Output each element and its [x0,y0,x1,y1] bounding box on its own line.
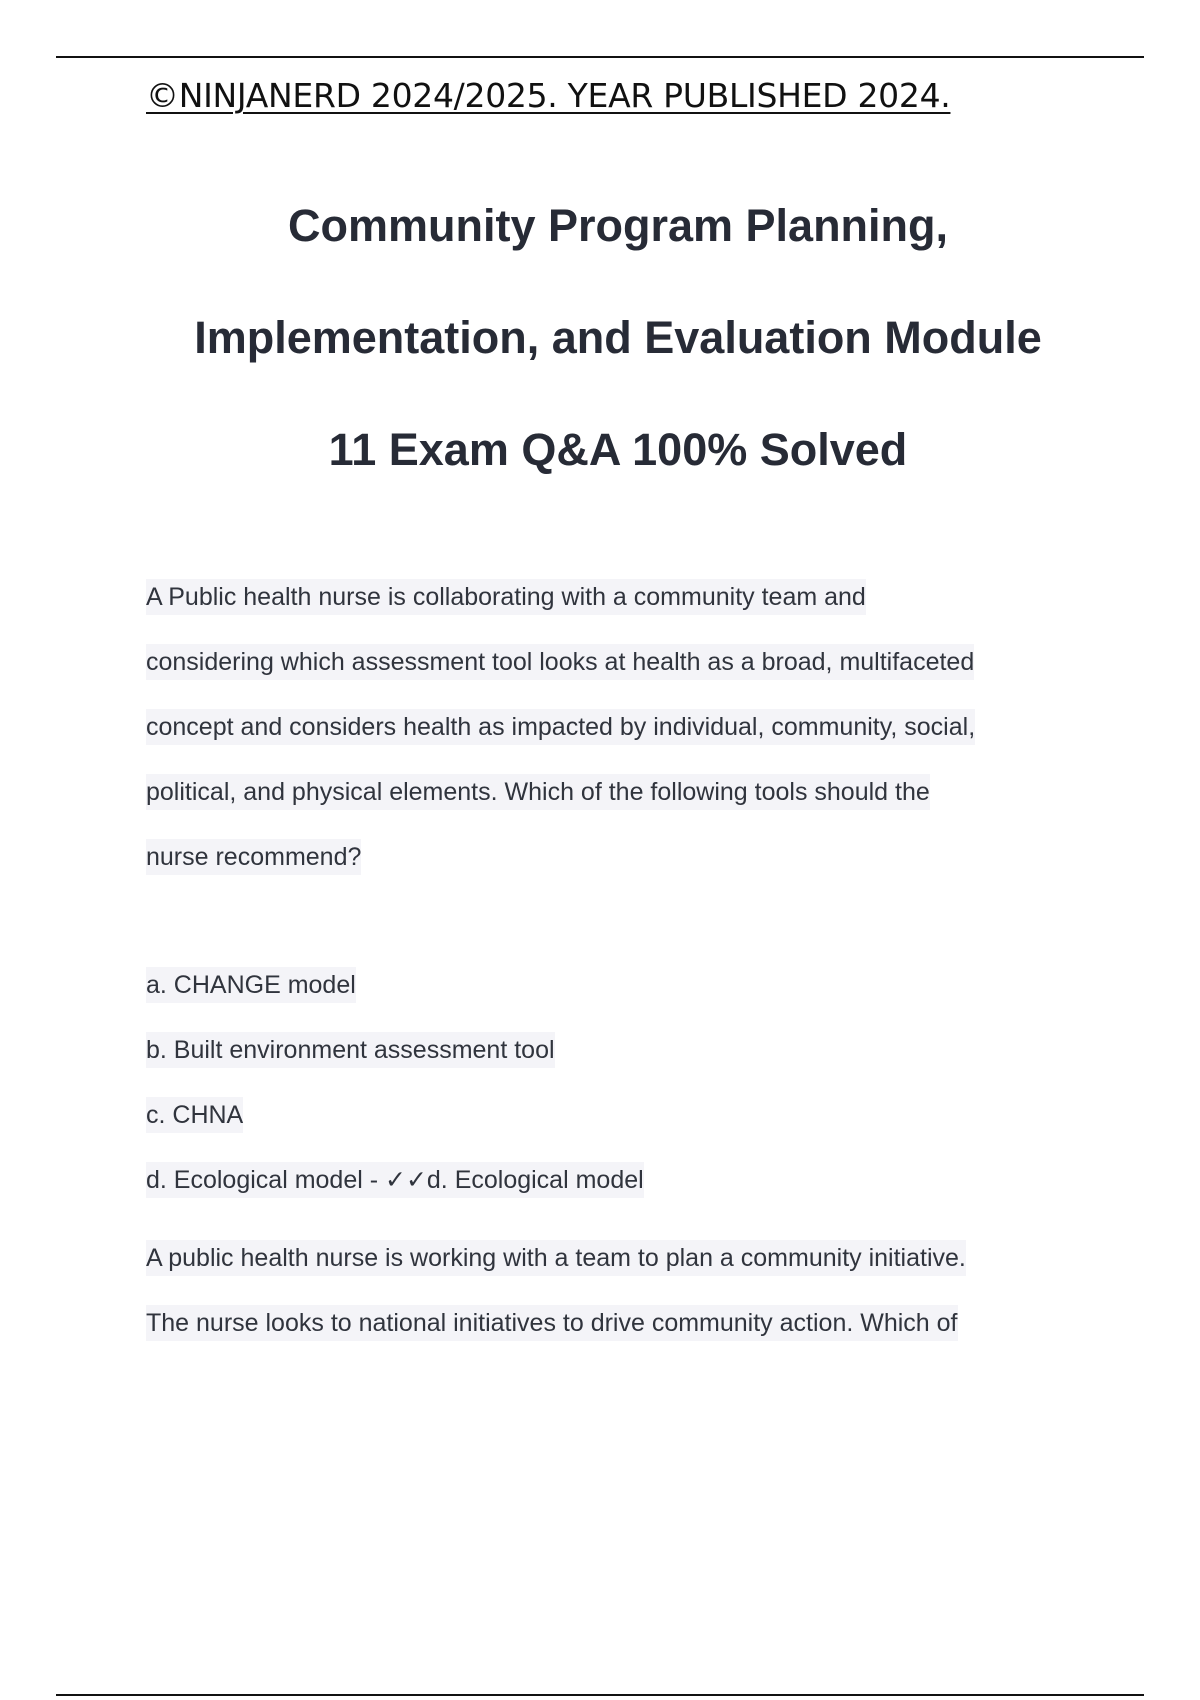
question-1-text [146,565,1146,890]
question-2-text [146,1226,1146,1356]
text-line: nurse recommend? [146,825,1146,890]
text-line: A Public health nurse is collaborating with a community team and [146,565,1146,630]
title-line-1: Community Program Planning, [287,200,949,251]
text-line: concept and considers health as impacted by individual, community, social, [146,695,1146,760]
question-1-options [146,953,1146,1213]
text-line: A public health nurse is working with a team to plan a community initiative. [146,1226,1146,1291]
document-title [80,170,1156,506]
text-line: considering which assessment tool looks at health as a broad, multifaceted [146,630,1146,695]
copyright-header: ©NINJANERD 2024/2025. YEAR PUBLISHED 2024. [146,76,951,115]
text-line: political, and physical elements. Which of the following tools should the [146,760,1146,825]
answer-option-b: b. Built environment assessment tool [146,1018,1146,1083]
text-line: The nurse looks to national initiatives to drive community action. Which of [146,1291,1146,1356]
top-rule [56,56,1144,58]
answer-option-c: c. CHNA [146,1083,1146,1148]
bottom-rule [56,1694,1144,1696]
answer-option-a: a. CHANGE model [146,953,1146,1018]
title-line-2: Implementation, and Evaluation Module [194,312,1042,363]
answer-option-d: d. Ecological model - ✓✓d. Ecological model [146,1148,1146,1213]
title-line-3: 11 Exam Q&A 100% Solved [328,424,908,475]
